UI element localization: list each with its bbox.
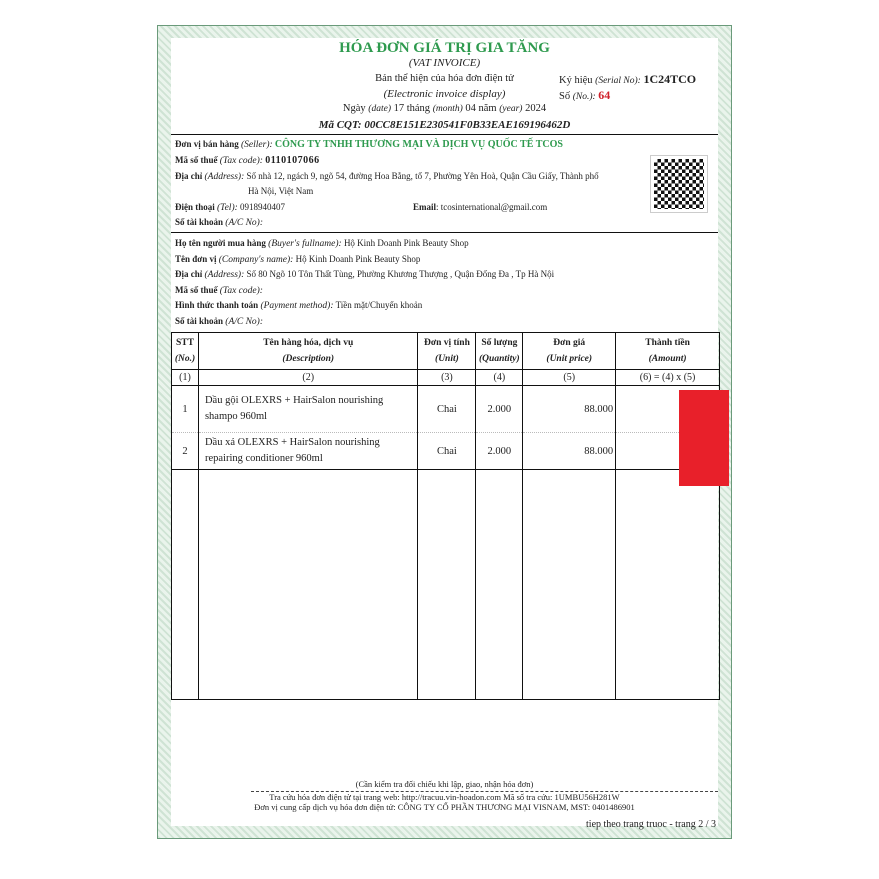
- redaction-mark: [679, 390, 729, 486]
- table-row: 1 Dầu gội OLEXRS + HairSalon nourishing shampo 960ml Chai 2.000 88.000: [172, 386, 720, 433]
- empty-rows: [172, 470, 720, 700]
- buyer-address: Địa chỉ (Address): Số 80 Ngõ 10 Tôn Thất Tùng, Phường Khương Thượng , Quận Đống Đa , Tp Hà Nội: [175, 269, 555, 280]
- seller-name: Đơn vị bán hàng (Seller): CÔNG TY TNHH THƯƠNG MẠI VÀ DỊCH VỤ QUỐC TẾ TCOS: [175, 139, 563, 150]
- buyer-account: Số tài khoản (A/C No):: [175, 316, 264, 327]
- seller-email: Email: tcosinternational@gmail.com: [413, 202, 548, 212]
- column-index-row: (1) (2) (3) (4) (5) (6) = (4) x (5): [172, 370, 720, 386]
- invoice-date: Ngày (date) 17 tháng (month) 04 năm (year) 2024: [342, 103, 547, 114]
- seller-tel: Điện thoại (Tel): 0918940407: [175, 202, 286, 213]
- page-indicator: tiep theo trang truoc - trang 2 / 3: [586, 819, 716, 830]
- footer-lookup: Tra cứu hóa đơn điện tử tại trang web: http://tracuu.vin-hoadon.com Mã số tra cứu: 1UMBU56H281W: [269, 792, 620, 802]
- seller-address-line2: Hà Nội, Việt Nam: [248, 186, 314, 196]
- items-table: [171, 332, 720, 700]
- cqt-code: Mã CQT: 00CC8E151E230541F0B33EAE169196462D: [318, 119, 571, 131]
- col-no: STT (No.): [172, 333, 199, 370]
- seller-account: Số tài khoản (A/C No):: [175, 217, 264, 228]
- invoice-number: Số (No.): 64: [559, 88, 611, 102]
- invoice-border: [157, 25, 732, 839]
- invoice-title: HÓA ĐƠN GIÁ TRỊ GIA TĂNG: [339, 40, 550, 56]
- footer-provider: Đơn vị cung cấp dịch vụ hóa đơn điện tử: CÔNG TY CỔ PHẦN THƯƠNG MẠI VISNAM, MST: 0401486901: [254, 802, 635, 812]
- qr-code: [651, 156, 707, 212]
- col-unit: Đơn vị tính (Unit): [418, 333, 476, 370]
- col-quantity: Số lượng (Quantity): [476, 333, 523, 370]
- col-unit-price: Đơn giá (Unit price): [523, 333, 616, 370]
- buyer-tax: Mã số thuế (Tax code):: [175, 285, 263, 296]
- col-amount: Thành tiền (Amount): [616, 333, 720, 370]
- invoice-page: [171, 38, 718, 830]
- payment-method: Hình thức thanh toán (Payment method): Tiền mặt/Chuyển khoản: [175, 300, 423, 311]
- display-vi: Bản thể hiện của hóa đơn điện tử: [375, 73, 514, 84]
- seller-address: Địa chỉ (Address): Số nhà 12, ngách 9, ngõ 54, đường Hoa Bằng, tổ 7, Phường Yên Hoà, Quận Cầu Giấy, Thành phố: [175, 171, 599, 182]
- seller-tax: Mã số thuế (Tax code): 0110107066: [175, 155, 320, 166]
- display-en: (Electronic invoice display): [383, 88, 506, 100]
- buyer-fullname: Họ tên người mua hàng (Buyer's fullname): Hộ Kinh Doanh Pink Beauty Shop: [175, 238, 469, 249]
- buyer-company: Tên đơn vị (Company's name): Hộ Kinh Doanh Pink Beauty Shop: [175, 254, 421, 265]
- col-description: Tên hàng hóa, dịch vụ (Description): [198, 333, 418, 370]
- table-header: [172, 333, 720, 370]
- table-row: 2 Dầu xả OLEXRS + HairSalon nourishing repairing conditioner 960ml Chai 2.000 88.000: [172, 433, 720, 470]
- serial: Ký hiệu (Serial No): 1C24TCO: [559, 72, 697, 86]
- invoice-subtitle: (VAT INVOICE): [408, 57, 481, 69]
- footer-check: (Cần kiểm tra đối chiếu khi lập, giao, nhận hóa đơn): [355, 779, 534, 789]
